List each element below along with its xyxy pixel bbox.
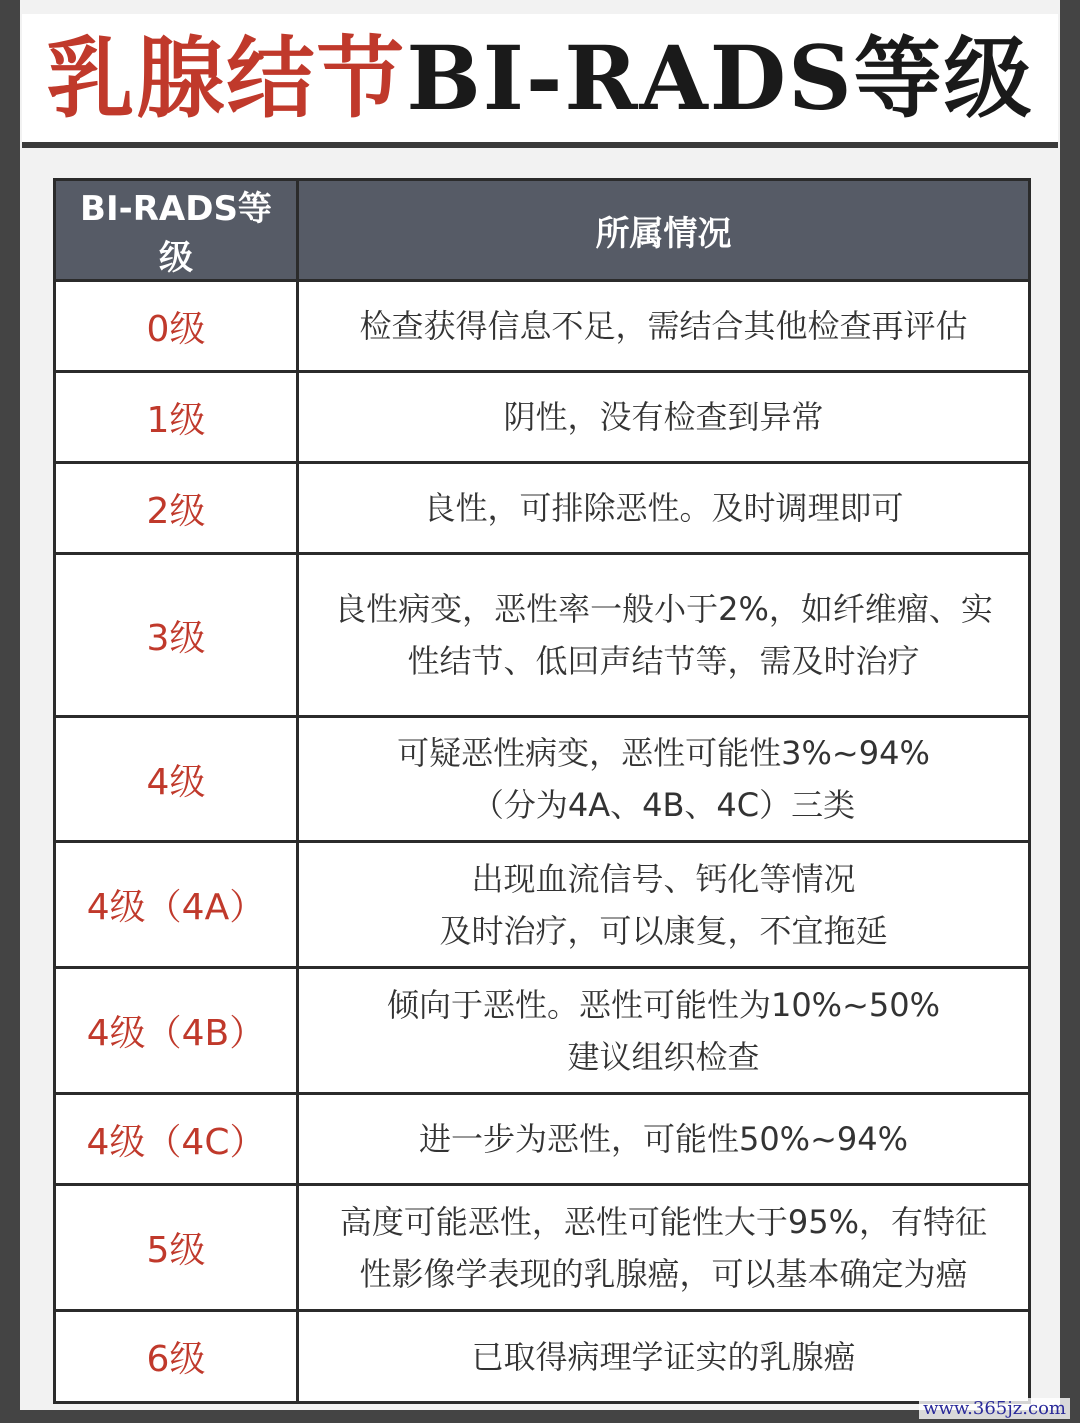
description-line: 良性，可排除恶性。及时调理即可 [423, 489, 904, 527]
grade-cell: 4级（4A） [55, 842, 298, 968]
description-line: 良性病变，恶性率一般小于2%，如纤维瘤、实 [334, 590, 993, 628]
table-row [55, 372, 1030, 463]
table-row [55, 1094, 1030, 1185]
description-cell [298, 842, 1030, 968]
description-line: 倾向于恶性。恶性可能性为10%~50% [386, 985, 941, 1024]
title-dark-part: BI-RADS等级 [406, 26, 1034, 130]
description-line: 及时治疗，可以康复，不宜拖延 [439, 911, 888, 950]
watermark-text: www.365jz.com [919, 1398, 1070, 1419]
table-row [55, 1185, 1030, 1311]
grade-cell: 2级 [55, 463, 298, 554]
description-cell [298, 372, 1030, 463]
grade-cell: 4级 [55, 717, 298, 842]
description-cell [298, 1185, 1030, 1311]
table-row [55, 1311, 1030, 1403]
header-description: 所属情况 [298, 180, 1030, 281]
table-row [55, 717, 1030, 842]
description-cell [298, 1094, 1030, 1185]
description-line: 出现血流信号、钙化等情况 [471, 859, 856, 898]
grade-cell: 4级（4B） [55, 968, 298, 1094]
description-line: 建议组织检查 [567, 1037, 760, 1076]
table-row [55, 463, 1030, 554]
description-cell [298, 463, 1030, 554]
description-line: 性影像学表现的乳腺癌，可以基本确定为癌 [359, 1254, 968, 1293]
grade-cell: 0级 [55, 281, 298, 372]
table-header-row [55, 180, 1030, 281]
page-title [46, 26, 1034, 130]
table-row [55, 554, 1030, 717]
description-cell [298, 717, 1030, 842]
birads-table [53, 178, 1031, 1404]
description-cell [298, 1311, 1030, 1403]
grade-cell: 3级 [55, 554, 298, 717]
description-line: 阴性，没有检查到异常 [503, 398, 824, 436]
table-row [55, 281, 1030, 372]
description-line: 性结节、低回声结节等，需及时治疗 [407, 642, 920, 680]
description-cell [298, 968, 1030, 1094]
grade-cell: 1级 [55, 372, 298, 463]
grade-cell: 5级 [55, 1185, 298, 1311]
description-line: 已取得病理学证实的乳腺癌 [471, 1337, 856, 1376]
description-line: 检查获得信息不足，需结合其他检查再评估 [359, 307, 968, 345]
grade-cell: 4级（4C） [55, 1094, 298, 1185]
title-banner [22, 14, 1058, 148]
description-line: 进一步为恶性，可能性50%~94% [418, 1120, 909, 1158]
description-cell [298, 554, 1030, 717]
header-grade: BI-RADS等级 [55, 180, 298, 281]
grade-cell: 6级 [55, 1311, 298, 1403]
table-row [55, 968, 1030, 1094]
title-red-part: 乳腺结节 [46, 26, 407, 130]
description-cell [298, 281, 1030, 372]
description-line: 可疑恶性病变，恶性可能性3%~94% [397, 734, 930, 772]
table-row [55, 842, 1030, 968]
description-line: （分为4A、4B、4C）三类 [471, 786, 856, 824]
description-line: 高度可能恶性，恶性可能性大于95%，有特征 [339, 1202, 988, 1241]
